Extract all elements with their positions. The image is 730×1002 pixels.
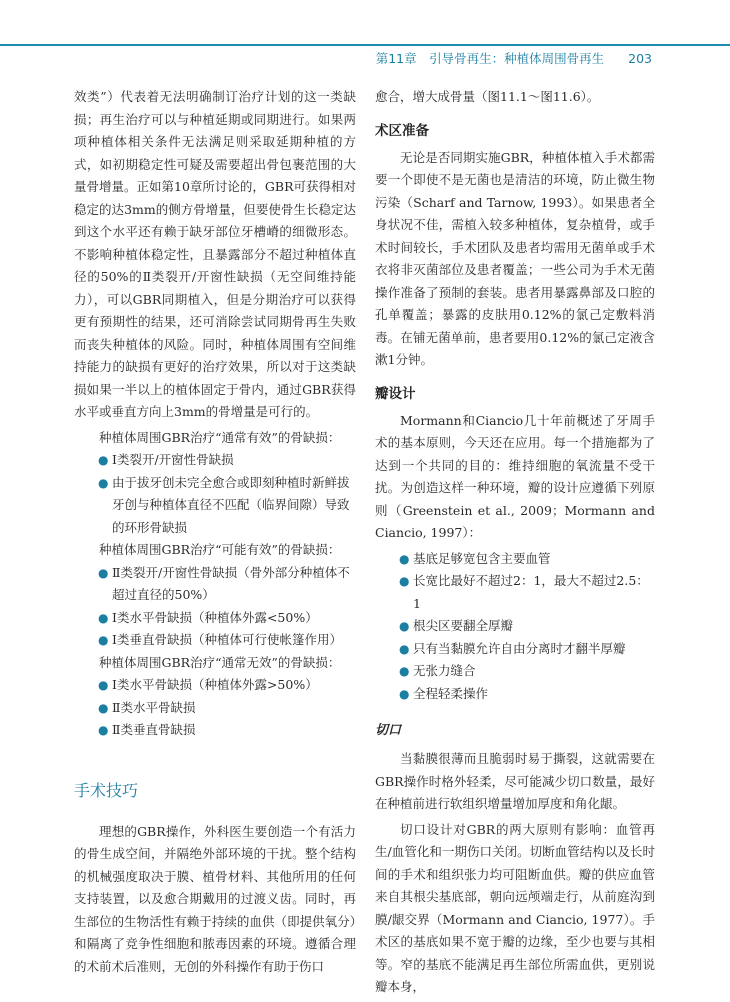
- list-item: ● Ⅰ类水平骨缺损（种植体外露>50%）: [98, 674, 356, 697]
- list-item: ● 由于拔牙创未完全愈合或即刻种植时新鲜拔牙创与种植体直径不匹配（临界间隙）导致的环形骨缺损: [98, 472, 356, 540]
- bullet-icon: ●: [98, 633, 109, 647]
- list-item: ● Ⅰ类水平骨缺损（种植体外露<50%）: [98, 607, 356, 630]
- list-usually-ineffective: [98, 674, 356, 742]
- list-item: ● 基底足够宽包含主要血管: [399, 548, 655, 571]
- list-item: ● 长宽比最好不超过2：1，最大不超过2.5：1: [399, 570, 655, 615]
- heading-incision: 切口: [375, 723, 402, 738]
- bullet-icon: ●: [98, 678, 109, 692]
- bullet-icon: ●: [399, 686, 410, 701]
- bullet-icon: ●: [399, 641, 410, 656]
- list2-title: 种植体周围GBR治疗“可能有效”的骨缺损：: [99, 542, 341, 557]
- list-item: ● 根尖区要翻全厚瓣: [399, 615, 655, 638]
- list1-title: 种植体周围GBR治疗“通常有效”的骨缺损：: [99, 429, 341, 445]
- bullet-icon: ●: [98, 723, 109, 737]
- chapter-title: 第11章 引导骨再生：种植体周围骨再生: [375, 51, 605, 66]
- right-paragraph-2: 无论是否同期实施GBR，种植体植入手术都需要一个即使不是无菌也是清洁的环境，防止微生物污染（Scharf and Tarnow, 1993）。如果患者全身状况不佳，需植入较多种植体，复杂植骨，或手术时间较长，手术团队及患者均需用无菌单或手术衣将非灭菌部位及患者覆盖；一些公司为手术无菌操作准备了预制的套装。患者用暴露鼻部及口腔的孔单覆盖；暴露的皮肤用0.12%的氯己定敷料消毒。在铺无菌单前，患者要用0.12%的氯己定液含漱1分钟。: [375, 149, 655, 367]
- list-item: ● Ⅱ类水平骨缺损: [98, 697, 356, 720]
- bullet-icon: ●: [98, 610, 109, 625]
- bullet-icon: ●: [399, 574, 410, 588]
- running-head: [376, 49, 652, 67]
- list-item: ● 只有当黏膜允许自由分离时才翻半厚瓣: [399, 638, 655, 661]
- list-item: ● Ⅱ类裂开/开窗性骨缺损（骨外部分种植体不超过直径的50%）: [98, 562, 356, 607]
- list-item: ● 无张力缝合: [399, 660, 655, 683]
- right-paragraph-3: Mormann和Ciancio几十年前概述了牙周手术的基本原则，今天还在应用。每一个措施都为了达到一个共同的目的：维持细胞的氧流量不受干扰。为创造这样一种环境，瓣的设计应遵循下列原则（Greenstein et al., 2009；Mormann and Ciancio, 1997）：: [375, 412, 655, 540]
- page-number: 203: [628, 51, 652, 66]
- list-item: ● Ⅰ类垂直骨缺损（种植体可行使帐篷作用）: [98, 629, 356, 652]
- flap-principles-list: [399, 548, 655, 706]
- list-item: ● Ⅰ类裂开/开窗性骨缺损: [98, 449, 356, 472]
- left-paragraph-2: 理想的GBR操作，外科医生要创造一个有活力的骨生成空间，并隔绝外部环境的干扰。整个结构的机械强度取决于膜、植骨材料、其他所用的任何支持装置，以及愈合期戴用的过渡义齿。同时，再生部位的生物活性有赖于持续的血供（即提供氧分）和隔离了竞争性细胞和脓毒因素的环境。遵循合理的术前术后准则，无创的外科操作有助于伤口: [74, 823, 356, 974]
- right-column: [375, 86, 655, 1002]
- list-possibly-effective: [98, 562, 356, 652]
- left-paragraph-1: 效类”）代表着无法明确制订治疗计划的这一类缺损；再生治疗可以与种植延期或同期进行。如果两项种植体相关条件无法满足则采取延期种植的方式，如初期稳定性可疑及需要超出骨包裹范围的大量骨增量。正如第10章所讨论的，GBR可获得相对稳定的达3mm的侧方骨增量，但要使骨生长稳定达到这个水平还有赖于缺牙部位牙槽嵴的细微形态。不影响种植体稳定性，且暴露部分不超过种植体直径的50%的Ⅱ类裂开/开窗性缺损（无空间维持能力），可以GBR同期植入，但是分期治疗可以获得更有预期性的结果，还可消除尝试同期骨再生失败而丧失种植体的风险。同时，种植体周围有空间维持能力的缺损有更好的治疗效果，所以对于这类缺损如果一半以上的植体固定于骨内，通过GBR获得水平或垂直方向上3mm的骨增量是可行的。: [74, 89, 356, 419]
- list3-title: 种植体周围GBR治疗“通常无效”的骨缺损：: [99, 654, 341, 670]
- list-item: ● 全程轻柔操作: [399, 683, 655, 706]
- list-usually-effective: [98, 449, 356, 539]
- bullet-icon: ●: [98, 453, 109, 467]
- list-item: ● Ⅱ类垂直骨缺损: [98, 719, 356, 742]
- bullet-icon: ●: [399, 664, 410, 678]
- heading-flap-design: 瓣设计: [375, 385, 416, 402]
- right-paragraph-4: 当黏膜很薄而且脆弱时易于撕裂，这就需要在GBR操作时格外轻柔，尽可能减少切口数量，最好在种植前进行软组织增量增加厚度和角化龈。: [375, 751, 655, 811]
- bullet-icon: ●: [98, 700, 109, 715]
- right-paragraph-1: 愈合，增大成骨量（图11.1～图11.6）。: [375, 89, 600, 104]
- heading-site-preparation: 术区准备: [375, 122, 429, 139]
- section-heading-surgical-technique: 手术技巧: [74, 780, 139, 800]
- right-paragraph-5: 切口设计对GBR的两大原则有影响：血管再生/血管化和一期伤口关闭。切断血管结构以及长时间的手术和组织张力均可阻断血供。瓣的供应血管来自其根尖基底部，朝向远颅端走行，从前庭沟到膜/龈交界（Mormann and Ciancio, 1977）。手术区的基底如果不宽于瓣的边缘，至少也要与其相等。窄的基底不能满足再生部位所需血供，更别说瓣本身，: [375, 821, 655, 994]
- bullet-icon: ●: [98, 475, 109, 490]
- left-column: [74, 86, 356, 981]
- bullet-icon: ●: [399, 619, 410, 633]
- bullet-icon: ●: [399, 551, 410, 566]
- bullet-icon: ●: [98, 565, 109, 580]
